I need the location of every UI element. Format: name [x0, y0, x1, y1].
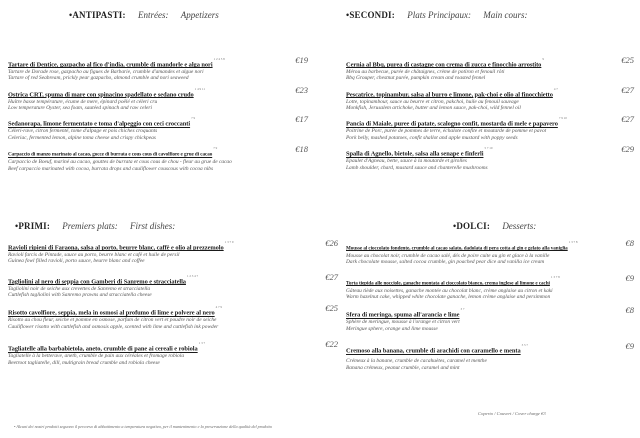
dish-price: €25 [621, 55, 634, 65]
dish-text [346, 86, 610, 112]
dolci-header [453, 221, 536, 231]
menu-item [8, 239, 338, 265]
dish-name: Ostrica CRT, spuma di mare con spinacino spadellato e sedano crudo [8, 91, 194, 99]
dish-price: €19 [295, 55, 308, 65]
allergen-codes: 1 2 4 5 8 [213, 57, 225, 61]
dish-text [346, 56, 610, 82]
section-subtitle-fr: Plats Principaux: [407, 10, 471, 20]
menu-item [8, 145, 308, 172]
dish-text [346, 342, 610, 371]
menu-item [8, 56, 308, 82]
allergen-codes: 3 5 7 [521, 343, 529, 348]
dish-name: Cremoso alla banana, crumble di arachidi con caramello e menta [346, 347, 521, 355]
section-subtitle-en: First dishes: [129, 221, 176, 231]
dish-name: Pescatrice, topinambur, salsa al burro e limone, pak-choi e olio al finocchietto [346, 91, 553, 99]
dish-text [8, 304, 312, 330]
allergen-codes: 5 7 10 [484, 146, 493, 151]
menu-item [346, 115, 634, 141]
dish-desc-en: Low temperature Oyster, sea foam, sautéed spinach and raw celeri [8, 105, 152, 112]
dish-desc-en: Meringue sphere, orange and lime mousse [346, 325, 438, 332]
dish-desc-en: Lamb shoulder, chard, mustard sauce and chanterelle mushrooms [346, 164, 488, 171]
menu-item [346, 145, 634, 171]
dish-name: Tagliolini al nero di seppia con Gamberi di Sanremo e stracciatella [8, 278, 186, 286]
allergen-codes: 7 9 10 [558, 116, 567, 121]
dish-desc-fr: Céleri-rave, citron fermenté, tome d'alpage et pois chiches croquants [8, 128, 158, 135]
secondi-header [346, 10, 527, 20]
dish-desc-fr: Tartare de Dorade rose, gazpacho au figues de Barbarie, crumble d'amandes et algue nori [8, 68, 204, 75]
dish-name: Pancia di Maiale, puree di patate, scalogno confit, mostarda di mele e papavero [346, 120, 558, 128]
dish-price: €8 [625, 305, 634, 316]
dish-price: €27 [621, 114, 634, 125]
allergen-codes: 7 9 [213, 146, 218, 151]
dish-desc-en: Dark chocolate mousse, salted cocoa crumble, gin poached pear dice and vanilla ice cream [346, 259, 545, 266]
menu-item [8, 86, 308, 112]
dish-text [346, 145, 610, 171]
dish-price: €18 [295, 144, 308, 155]
dish-desc-fr: Tagliatelle à la betterave, aneth, crumble de pain aux céréales et fromage robiola [8, 353, 185, 360]
dish-name: Cernia al Bbq, purea di castagne con crema di zucca e finocchio arrostito [346, 61, 542, 69]
dish-name: Risotto cavolfiore, seppia, mela in osmosi al profumo di lime e polvere al nero [8, 309, 215, 317]
dish-text [346, 115, 610, 141]
secondi-list [346, 56, 634, 171]
dish-price: €9 [625, 272, 634, 283]
dish-desc-en: Banana crémeux, peanut crumble, caramel and mint [346, 364, 460, 371]
dish-price: €29 [621, 144, 634, 155]
dish-price: €25 [325, 303, 338, 314]
dish-text [8, 115, 282, 141]
dish-desc-fr: Ravioli farcis de Pintade, sauce au porto, beurre blanc et café et huile de persil [8, 251, 180, 258]
dish-price: €9 [625, 341, 634, 352]
dish-price: €27 [325, 271, 338, 282]
dish-desc-fr: Sphère de meringue, mousse à l'orange et citron vert [346, 319, 460, 326]
dish-price: €17 [295, 114, 308, 125]
dish-desc-en: Guinea fowl filled ravioli, porto sauce, beurre blanc and coffee [8, 258, 145, 265]
primi-header [15, 221, 175, 231]
dish-desc-en: Tartare of red Seabream, prickly pear gazpacho, almond crumble and nori seaweed [8, 75, 189, 82]
menu-item [8, 340, 338, 366]
dish-name: Spalla di Agnello, bietole, salsa alla senape e finferli [346, 150, 484, 158]
menu-item [346, 56, 634, 82]
dish-price: €26 [325, 238, 338, 248]
dish-name: Carpaccio di manzo marinato al cacao, gocce di burrata e cous cous di cavolfiore e grue di cacao [8, 151, 213, 158]
menu-item [346, 306, 634, 332]
section-title: •SECONDI: [346, 10, 395, 20]
allergen-codes: 7 9 [191, 116, 196, 121]
allergen-codes: 1 3 7 9 [224, 240, 234, 244]
dish-desc-fr: Crémeux à la banane, crumble de cacahuètes, caramel et menthe [346, 358, 487, 365]
menu-item [346, 86, 634, 112]
allergen-codes: 1 3 7 8 [550, 274, 560, 279]
dish-text [346, 239, 610, 266]
dish-desc-fr: Huître basse température, écume de mere, épinard poêlé et céleri cru [8, 98, 158, 105]
dish-text [8, 86, 282, 112]
dish-desc-en: Beef carpaccio marinated with cocoa, burrata drops and cauliflower couscous with cocoa nibs [8, 165, 214, 172]
menu-item [8, 304, 338, 330]
menu-item [346, 274, 634, 301]
dish-text [8, 273, 312, 299]
section-title: •ANTIPASTI: [69, 10, 126, 20]
dish-desc-en: Cuttlefish tagliolini with Sanremo prawns and stracciatella cheese [8, 292, 152, 299]
allergen-codes: 3 7 [460, 307, 465, 312]
dish-desc-en: Warm hazelnut cake, whipped white chocolate ganache, lemon crème anglaise and persimmon [346, 294, 551, 301]
dish-name: Tagliatelle alla barbabietola, aneto, crumble di pane ai cereali e robiola [8, 345, 198, 353]
dish-text [8, 239, 312, 265]
dish-text [346, 274, 610, 301]
menu-item [346, 239, 634, 266]
dish-desc-en: Celeriac, fermented lemon, alpine toma cheese and crispy chickpeas [8, 134, 156, 141]
section-subtitle-fr: Premiers plats: [62, 221, 118, 231]
dish-name: Sedanorapa, limone fermentato e toma d'alpeggio con ceci croccanti [8, 120, 191, 128]
dish-desc-fr: Lotte, topinambour, sauce au beurre et citron, pakchoi, huile au fenouil sauvage [346, 98, 519, 105]
dish-desc-fr: Poitrine de Porc, purée de pommes de terre, échalote confite et moutarde de pomme et pavot [346, 128, 547, 135]
dish-name: Ravioli ripieni di Faraona, salsa al porto, beurre blanc, caffè e olio al prezzemolo [8, 244, 224, 252]
allergen-codes: 1 4 9 11 [194, 86, 205, 91]
section-subtitle-fr: Entrées: [137, 10, 169, 20]
dish-text [346, 306, 610, 332]
dish-desc-en: Pork belly, mashed potatoes, confit shallot and apple mustard with poppy seeds [346, 134, 518, 141]
dish-desc-en: Beetroot tagliatelle, dill, multigrain bread crumble and robiola cheese [8, 359, 160, 366]
dish-name: Torta tiepida alle nocciole, ganache montata al cioccolato bianco, crema inglese al limone e cachi [346, 280, 550, 287]
dish-text [8, 56, 282, 82]
dish-price: €27 [621, 84, 634, 95]
dish-desc-fr: Tagliolini noir de seiche aux crevettes de Sanremo et stracciatella [8, 285, 151, 292]
antipasti-list [8, 56, 308, 172]
antipasti-header [69, 10, 219, 20]
footnote: • Alcuni dei nostri prodotti seguono il percorso di abbattimento a temperatura negativa, per il mantenimento e la preservazione della qualità del prodotto [14, 424, 272, 429]
section-subtitle-fr: Desserts: [502, 221, 537, 231]
allergen-codes: 1 2 3 4 7 [186, 273, 199, 278]
section-subtitle-en: Appetizers [180, 10, 219, 20]
dish-text [8, 340, 312, 366]
section-title: •DOLCI: [453, 221, 491, 231]
dish-desc-fr: Epaulet d'Agneau, bette, sauce à la moutarde et girolles [346, 158, 467, 165]
dish-desc-en: Monkfish, Jerusalem artichoke, butter and lemon sauce, pak-choi, wild fennel oil [346, 105, 521, 112]
dish-desc-fr: Risotto au chou fleur, seiche et pomme en osmose, parfum de citron vert et poudre noir de seiche [8, 317, 217, 324]
menu-item [8, 273, 338, 299]
menu-item [8, 115, 308, 141]
dolci-list [346, 239, 634, 371]
primi-list [8, 239, 338, 366]
dish-desc-fr: Mousse au chocolat noir, crumble de cacao salé, dés de poire cuite au gin et glace à la vanille [346, 252, 550, 259]
dish-text [8, 145, 282, 172]
menu-item [346, 342, 634, 371]
dish-name: Tartare di Dentice, gazpacho al fico d'india, crumble di mandorle e alga nori [8, 61, 213, 69]
section-title: •PRIMI: [15, 221, 51, 231]
allergen-codes: 1 3 7 8 [568, 240, 578, 244]
dish-desc-fr: Mérou au barbecue, purée de châtaignes, crème de potiron et fenouil rôti [346, 68, 505, 75]
dish-desc-fr: Carpaccio de Boeuf, mariné au cacao, gouttes de burrata et cous cous de chou - fleur au grue de cacao [8, 159, 232, 166]
dish-price: €22 [325, 339, 338, 350]
dish-desc-en: Bbq Grouper, chestnut purée, pumpkin cream and roasted fennel [346, 75, 486, 82]
cover-charge: Coperto / Couvert / Cover charge €3 [478, 411, 546, 416]
allergen-codes: 1 3 7 [198, 341, 206, 346]
dish-name: Sfera di meringa, spuma all'arancia e lime [346, 311, 460, 319]
dish-price: €23 [295, 84, 308, 95]
allergen-codes: 9 [542, 57, 544, 61]
allergen-codes: 4 7 9 [215, 305, 223, 310]
section-subtitle-en: Main cours: [483, 10, 528, 20]
dish-name: Mousse al cioccolato fondente, crumble al cacao salato, dadolata di pera cotta al gin e gelato alla vaniglia [346, 245, 568, 252]
dish-desc-fr: Gâteau tiède aux noisettes, ganache montée au chocolat blanc, crème anglaise au citron et kaki [346, 287, 553, 294]
allergen-codes: 4 7 [553, 86, 558, 91]
dish-desc-en: Cauliflower risotto with cuttlefish and osmosis apple, scented with lime and cuttlefish ink powder [8, 323, 219, 330]
dish-price: €8 [625, 238, 634, 248]
